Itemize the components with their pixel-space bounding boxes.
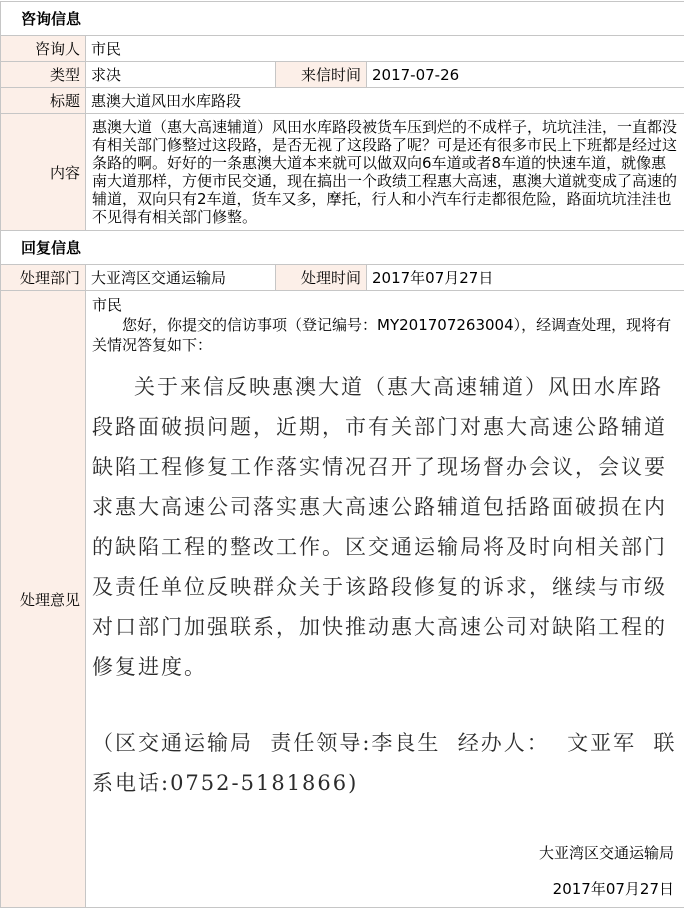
- reply-handle-time-label: 处理时间: [276, 265, 367, 291]
- inquiry-content-value: 惠澳大道（惠大高速辅道）风田水库路段被货车压到烂的不成样子，坑坑洼洼，一直都没有相关部门修整过这段路，是否无视了这段路了呢？可是还有很多市民上下班都是经过这条路的啊。好好的一条惠澳大道本来就可以做双向6车道或者8车道的快速车道，就像惠南大道那样，方便市民交通，现在搞出一个政绩工程惠大高速，惠澳大道就变成了高速的辅道，双向只有2车道，货车又多，摩托，行人和小汽车行走都很危险，路面坑坑洼洼也不见得有相关部门修整。: [86, 114, 684, 231]
- reply-section-row: [1, 231, 684, 265]
- inquiry-subject-label: 标题: [1, 88, 86, 114]
- inquiry-type-value: 求决: [86, 62, 276, 88]
- inquiry-section-title: 咨询信息: [1, 2, 684, 36]
- reply-department-label: 处理部门: [1, 265, 86, 291]
- reply-department-value: 大亚湾区交通运输局: [86, 265, 276, 291]
- inquiry-person-value: 市民: [86, 36, 684, 62]
- reply-intro-text: 您好，你提交的信访事项（登记编号：MY201707263004），经调查处理，现将有关情况答复如下：: [92, 315, 678, 355]
- inquiry-subject-value: 惠澳大道风田水库路段: [86, 88, 684, 114]
- reply-signature-date: 2017年07月27日: [92, 879, 678, 899]
- reply-section-title: 回复信息: [1, 231, 684, 265]
- inquiry-content-row: [1, 114, 684, 231]
- complaint-detail-table: [0, 1, 684, 908]
- reply-handle-time-value: 2017年07月27日: [367, 265, 684, 291]
- inquiry-type-row: [1, 62, 684, 88]
- inquiry-letter-time-value: 2017-07-26: [367, 62, 684, 88]
- inquiry-subject-row: [1, 88, 684, 114]
- inquiry-content-label: 内容: [1, 114, 86, 231]
- reply-salutation: 市民: [92, 295, 678, 315]
- inquiry-type-label: 类型: [1, 62, 86, 88]
- reply-body-text: 关于来信反映惠澳大道（惠大高速辅道）风田水库路段路面破损问题，近期，市有关部门对惠大高速公路辅道缺陷工程修复工作落实情况召开了现场督办会议，会议要求惠大高速公司落实惠大高速公路辅道包括路面破损在内的缺陷工程的整改工作。区交通运输局将及时向相关部门及责任单位反映群众关于该路段修复的诉求，继续与市级对口部门加强联系，加快推动惠大高速公司对缺陷工程的修复进度。: [92, 367, 678, 687]
- reply-contact-line: （区交通运输局 责任领导:李良生 经办人： 文亚军 联系电话:0752-5181866): [92, 723, 678, 803]
- reply-signature-org: 大亚湾区交通运输局: [92, 843, 678, 863]
- inquiry-letter-time-label: 来信时间: [276, 62, 367, 88]
- inquiry-section-row: [1, 2, 684, 36]
- inquiry-person-label: 咨询人: [1, 36, 86, 62]
- reply-department-row: [1, 265, 684, 291]
- inquiry-person-row: [1, 36, 684, 62]
- reply-opinion-row: [1, 291, 684, 908]
- reply-opinion-cell: [86, 291, 684, 908]
- reply-opinion-label: 处理意见: [1, 291, 86, 908]
